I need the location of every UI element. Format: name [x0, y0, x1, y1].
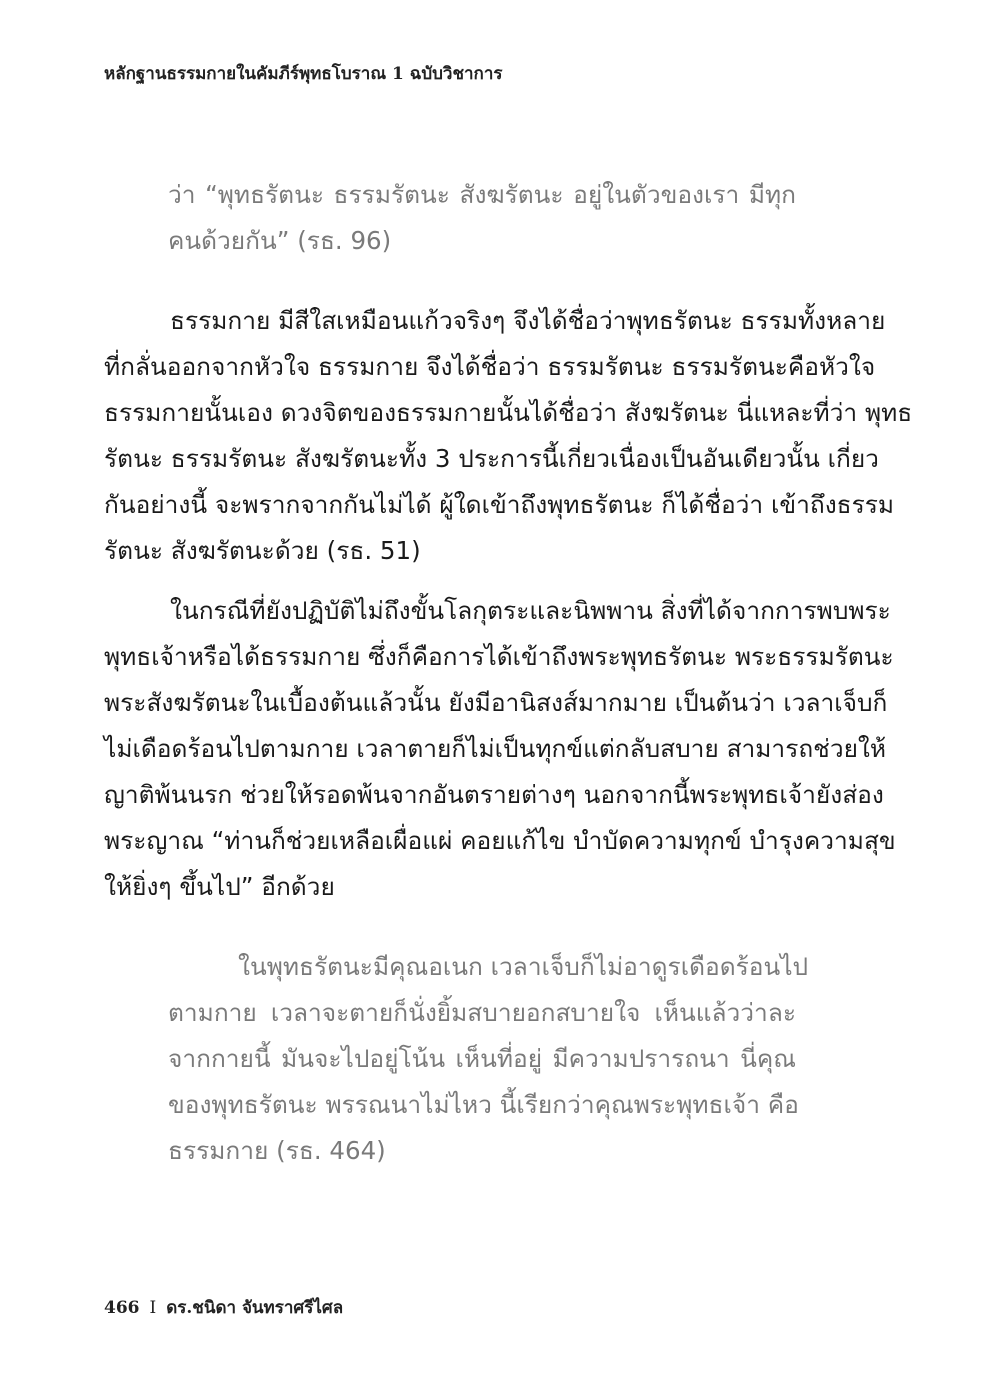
quote-line: ในพุทธรัตนะมีคุณอเนก เวลาเจ็บก็ไม่อาดูรเดือดร้อนไป	[238, 952, 809, 981]
quote-line: ว่า “พุทธรัตนะ ธรรมรัตนะ สังฆรัตนะ อยู่ในตัวของเรา มีทุก	[168, 180, 796, 209]
page-number: 466	[104, 1298, 140, 1318]
paragraph-line: ญาติพ้นนรก ช่วยให้รอดพ้นจากอันตรายต่างๆ นอกจากนี้พระพุทธเจ้ายังส่อง	[104, 780, 884, 809]
quote-line: คนด้วยกัน” (รธ. 96)	[168, 226, 392, 255]
quote-line: ธรรมกาย (รธ. 464)	[168, 1136, 386, 1165]
paragraph-line: ในกรณีที่ยังปฏิบัติไม่ถึงขั้นโลกุตระและนิพพาน สิ่งที่ได้จากการพบพระ	[170, 596, 891, 625]
author-name: ดร.ชนิดา จันทราศรีไศล	[166, 1298, 344, 1318]
paragraph-line: ที่กลั่นออกจากหัวใจ ธรรมกาย จึงได้ชื่อว่า ธรรมรัตนะ ธรรมรัตนะคือหัวใจ	[104, 352, 876, 381]
book-title: หลักฐานธรรมกายในคัมภีร์พุทธโบราณ 1 ฉบับวิชาการ	[104, 64, 503, 84]
quote-line: จากกายนี้ มันจะไปอยู่โน้น เห็นที่อยู่ มีความปรารถนา นี่คุณ	[168, 1044, 796, 1073]
paragraph-line: รัตนะ ธรรมรัตนะ สังฆรัตนะทั้ง 3 ประการนี้เกี่ยวเนื่องเป็นอันเดียวนั้น เกี่ยว	[104, 444, 879, 473]
paragraph-line: ธรรมกาย มีสีใสเหมือนแก้วจริงๆ จึงได้ชื่อว่าพุทธรัตนะ ธรรมทั้งหลาย	[170, 306, 886, 335]
quote-block-2	[168, 944, 809, 1174]
paragraph-1	[104, 298, 913, 574]
quote-block-1	[168, 172, 796, 264]
paragraph-line: ให้ยิ่งๆ ขึ้นไป” อีกด้วย	[104, 872, 335, 901]
paragraph-line: พระญาณ “ท่านก็ช่วยเหลือเผื่อแผ่ คอยแก้ไข บำบัดความทุกข์ บำรุงความสุข	[104, 826, 896, 855]
paragraph-2	[104, 588, 896, 910]
paragraph-line: ธรรมกายนั้นเอง ดวงจิตของธรรมกายนั้นได้ชื่อว่า สังฆรัตนะ นี่แหละที่ว่า พุทธ	[104, 398, 913, 427]
paragraph-line: พุทธเจ้าหรือได้ธรรมกาย ซึ่งก็คือการได้เข้าถึงพระพุทธรัตนะ พระธรรมรัตนะ	[104, 642, 894, 671]
footer-separator: I	[149, 1298, 157, 1318]
page-footer	[104, 1294, 343, 1321]
paragraph-line: ไม่เดือดร้อนไปตามกาย เวลาตายก็ไม่เป็นทุกข์แต่กลับสบาย สามารถช่วยให้	[104, 734, 887, 763]
paragraph-line: รัตนะ สังฆรัตนะด้วย (รธ. 51)	[104, 536, 421, 565]
running-header	[104, 60, 503, 87]
quote-line: ของพุทธรัตนะ พรรณนาไม่ไหว นี้เรียกว่าคุณพระพุทธเจ้า คือ	[168, 1090, 799, 1119]
paragraph-line: พระสังฆรัตนะในเบื้องต้นแล้วนั้น ยังมีอานิสงส์มากมาย เป็นต้นว่า เวลาเจ็บก็	[104, 688, 888, 717]
paragraph-line: กันอย่างนี้ จะพรากจากกันไม่ได้ ผู้ใดเข้าถึงพุทธรัตนะ ก็ได้ชื่อว่า เข้าถึงธรรม	[104, 490, 895, 519]
quote-line: ตามกาย เวลาจะตายก็นั่งยิ้มสบายอกสบายใจ เห็นแล้วว่าละ	[168, 998, 796, 1027]
